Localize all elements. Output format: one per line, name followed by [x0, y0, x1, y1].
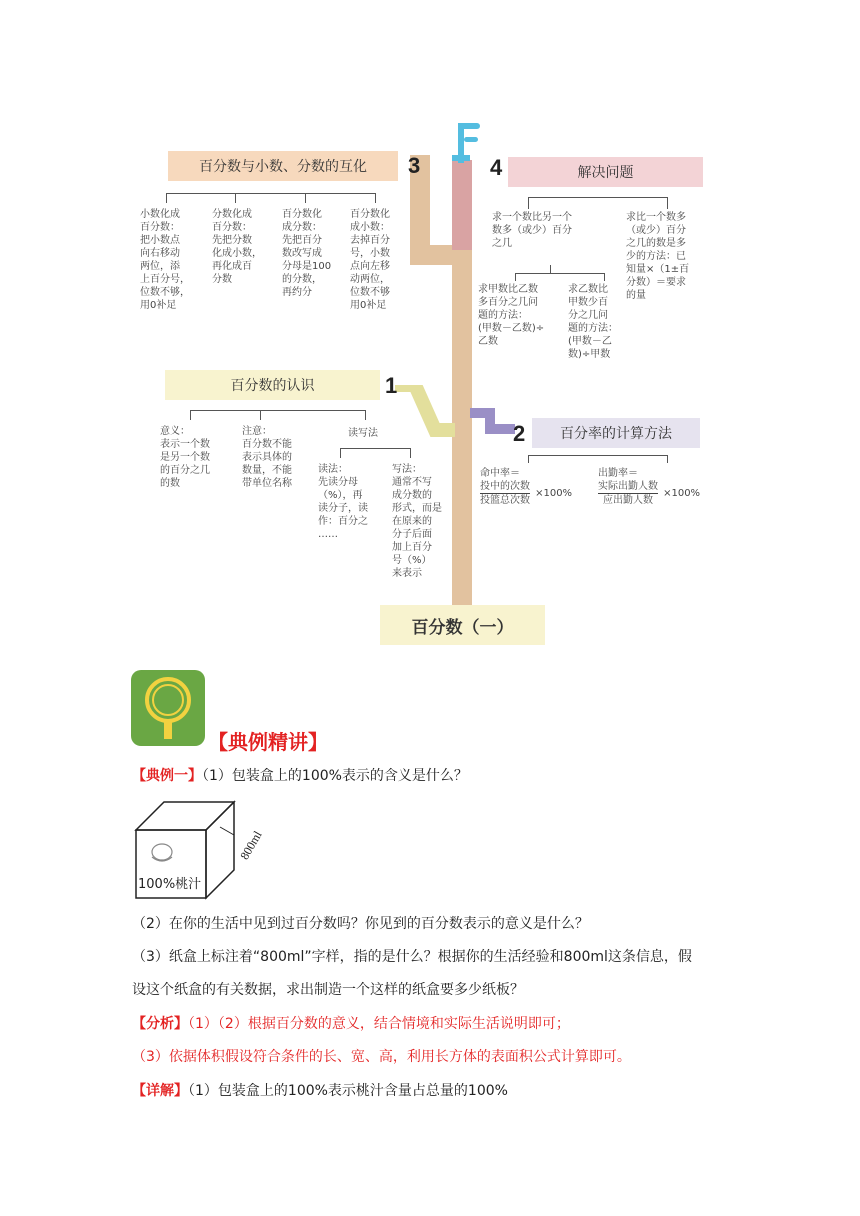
branch1-meaning: 意义： 表示一个数 是另一个数 的百分之几 的数 — [160, 426, 210, 489]
tick — [410, 448, 411, 458]
section-title: 【典例精讲】 — [208, 730, 328, 754]
hit-rate-fraction — [480, 480, 530, 507]
branch1-connector — [395, 385, 475, 445]
sprout-leaf2 — [464, 137, 478, 142]
juice-box-volume: 800ml — [237, 828, 265, 863]
hit-rate-tail: ×100% — [535, 488, 573, 499]
branch3-band — [168, 151, 398, 181]
tick — [528, 197, 529, 209]
tick — [340, 448, 341, 458]
branch1-readwrite: 读写法 — [348, 428, 378, 439]
tick — [528, 455, 529, 463]
sprout-leaf — [458, 123, 480, 129]
branch4-sub-hline — [515, 273, 605, 274]
hit-rate-denominator: 投篮总次数 — [480, 495, 530, 506]
tick — [365, 410, 366, 420]
branch4-item-b: 求比一个数多 （或少）百分 之几的数是多 少的方法：已 知量×（1±百 分数）＝要求 的量 — [626, 212, 690, 301]
branch1-title: 百分数的认识 — [230, 378, 315, 394]
hit-rate-numerator: 投中的次数 — [480, 481, 530, 492]
detail-text-1: （1）包装盒上的100%表示桃汁含量占总量的100% — [188, 1083, 508, 1099]
attendance-rate-numerator: 实际出勤人数 — [598, 481, 658, 492]
branch3-item-2: 分数化成 百分数： 先把分数 化成小数， 再化成百 分数 — [212, 209, 262, 285]
example-question-1 — [132, 765, 468, 785]
branch2-hline — [528, 455, 668, 456]
tick — [260, 410, 261, 420]
tick — [375, 193, 376, 203]
branch4-number: 4 — [490, 155, 503, 180]
branch3-item-4: 百分数化 成小数： 去掉百分 号，小数 点向左移 动两位， 位数不够 用0补足 — [350, 209, 390, 311]
analysis-text-1: （1）（2）根据百分数的意义，结合情境和实际生活说明即可； — [188, 1016, 570, 1032]
tick — [515, 273, 516, 281]
magnifier-glyph — [131, 670, 205, 746]
branch4-item-a2: 求乙数比 甲数少百 分之几问 题的方法： (甲数－乙 数)÷甲数 — [568, 284, 618, 360]
branch3-number: 3 — [408, 153, 421, 178]
tick — [604, 273, 605, 281]
branch1-read: 读法： 先读分母 （%），再 读分子，读 作：百分之 …… — [318, 464, 368, 540]
tick — [667, 455, 668, 463]
branch3-hline — [166, 193, 376, 194]
branch2-title: 百分率的计算方法 — [560, 426, 672, 442]
analysis-line-2: （3）依据体积假设符合条件的长、宽、高，利用长方体的表面积公式计算即可。 — [132, 1049, 631, 1065]
branch3-item-1: 小数化成 百分数： 把小数点 向右移动 两位，添 上百分号， 位数不够， 用0补足 — [140, 209, 190, 311]
analysis-tag: 【分析】 — [132, 1016, 188, 1032]
tick — [166, 193, 167, 203]
tick — [305, 193, 306, 203]
branch3-item-3: 百分数化 成分数： 先把百分 数改写成 分母是100 的分数， 再约分 — [282, 209, 332, 298]
tick — [667, 197, 668, 209]
example-question-3-line2: 设这个纸盒的有关数据，求出制造一个这样的纸盒要多少纸板？ — [132, 982, 524, 998]
branch2-band — [532, 418, 700, 448]
branch4-band — [508, 157, 703, 187]
peach-icon — [152, 844, 172, 861]
branch1-sub-hline — [340, 448, 410, 449]
example-tag: 【典例一】 — [132, 768, 202, 784]
branch2-number: 2 — [513, 421, 526, 446]
mind-map — [130, 115, 730, 655]
branch3-title: 百分数与小数、分数的互化 — [199, 159, 367, 175]
branch1-number: 1 — [385, 373, 398, 398]
tick — [190, 410, 191, 420]
question-1-text: （1）包装盒上的100%表示的含义是什么？ — [202, 768, 468, 784]
attendance-rate-label: 出勤率＝ — [598, 468, 638, 479]
branch4-item-a: 求一个数比另一个 数多（或少）百分 之几 — [492, 212, 572, 249]
hit-rate-formula — [480, 467, 605, 507]
root-band — [380, 605, 545, 645]
branch1-hline — [190, 410, 365, 411]
tick — [235, 193, 236, 203]
tick — [550, 265, 551, 273]
branch1-write: 写法： 通常不写 成分数的 形式，而是 在原来的 分子后面 加上百分 号（%） 来表示 — [392, 464, 442, 579]
sprout-base — [452, 155, 470, 161]
attendance-rate-tail: ×100% — [663, 488, 701, 499]
juice-box-label: 100%桃汁 — [138, 877, 202, 892]
detail-line-1 — [132, 1080, 508, 1100]
attendance-rate-denominator: 应出勤人数 — [603, 495, 653, 506]
branch4-item-a1: 求甲数比乙数 多百分之几问 题的方法： (甲数－乙数)÷ 乙数 — [478, 284, 545, 347]
detail-tag: 【详解】 — [132, 1083, 188, 1099]
analysis-line-1 — [132, 1013, 570, 1033]
attendance-rate-fraction — [598, 480, 658, 507]
branch4-title: 解决问题 — [577, 165, 634, 181]
branch4-connector — [452, 160, 472, 250]
branch4-hline — [528, 197, 668, 198]
attendance-rate-formula — [598, 467, 728, 507]
branch1-band — [165, 370, 380, 400]
hit-rate-label: 命中率＝ — [480, 468, 520, 479]
example-question-3-line1: （3）纸盒上标注着“800ml”字样，指的是什么？根据你的生活经验和800ml这条信息，假 — [132, 949, 692, 965]
example-question-2: （2）在你的生活中见到过百分数吗？你见到的百分数表示的意义是什么？ — [132, 916, 589, 932]
magnifier-icon — [131, 670, 205, 746]
branch1-note: 注意： 百分数不能 表示具体的 数量，不能 带单位名称 — [242, 426, 292, 489]
root-title: 百分数（一） — [411, 617, 514, 638]
